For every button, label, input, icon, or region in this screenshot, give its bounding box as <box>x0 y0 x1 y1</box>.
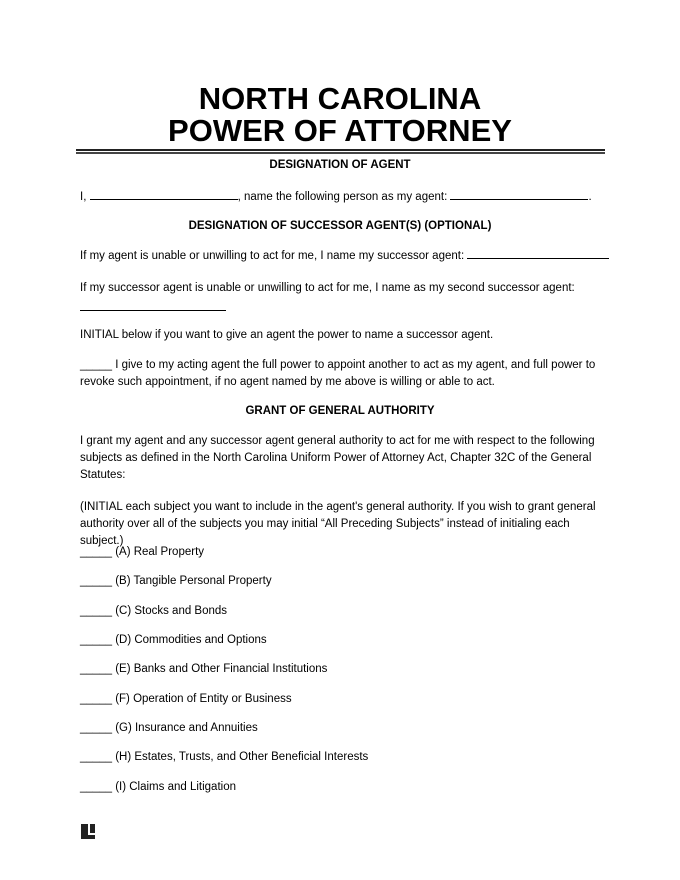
subject-initial-blank[interactable]: _____ <box>80 781 112 793</box>
subject-initial-blank[interactable]: _____ <box>80 546 112 558</box>
subject-label: (I) Claims and Litigation <box>115 781 236 793</box>
subject-initial-blank[interactable]: _____ <box>80 693 112 705</box>
designation-mid: , name the following person as my agent: <box>237 191 448 203</box>
heading-successor-agents: DESIGNATION OF SUCCESSOR AGENT(S) (OPTIONAL) <box>188 220 492 232</box>
second-successor-agent-blank[interactable] <box>80 300 226 311</box>
subject-label: (A) Real Property <box>115 546 205 558</box>
document-title-line1: NORTH CAROLINA <box>198 81 482 116</box>
subject-label: (G) Insurance and Annuities <box>115 722 258 734</box>
grant-text: I grant my agent and any successor agent general authority to act for me with respect to the following subjects as defined in the North Carolina Uniform Power of Attorney Act, Chapter 32C of the General Statutes: <box>80 435 595 481</box>
subject-label: (B) Tangible Personal Property <box>115 575 272 587</box>
initial-clause <box>80 357 610 391</box>
successor-agent-blank[interactable] <box>467 248 609 259</box>
subject-label: (H) Estates, Trusts, and Other Beneficial Interests <box>115 751 369 763</box>
designation-line <box>80 189 610 206</box>
subject-label: (C) Stocks and Bonds <box>115 605 228 617</box>
legal-templates-logo-icon <box>81 824 95 839</box>
subject-label: (D) Commodities and Options <box>115 634 267 646</box>
subject-initial-blank[interactable]: _____ <box>80 722 112 734</box>
subject-label: (E) Banks and Other Financial Institutions <box>115 663 328 675</box>
subject-item <box>80 545 204 559</box>
subject-initial-blank[interactable]: _____ <box>80 605 112 617</box>
subject-item <box>80 633 267 647</box>
successor-line-2: If my successor agent is unable or unwilling to act for me, I name as my second successor agent: <box>80 282 575 294</box>
subject-label: (F) Operation of Entity or Business <box>115 693 292 705</box>
subject-initial-blank[interactable]: _____ <box>80 751 112 763</box>
subject-item <box>80 604 227 618</box>
second-successor-line <box>80 300 610 317</box>
initial-clause-text: I give to my acting agent the full power to appoint another to act as my agent, and full power to revoke such appointment, if no agent named by me above is willing or able to act. <box>80 359 596 388</box>
subject-item <box>80 574 272 588</box>
title-divider <box>76 149 605 154</box>
subject-item <box>80 692 292 706</box>
designation-end: . <box>588 191 592 203</box>
subject-item <box>80 662 327 676</box>
subject-item <box>80 721 258 735</box>
initial-blank[interactable]: _____ <box>80 359 112 371</box>
subject-initial-blank[interactable]: _____ <box>80 634 112 646</box>
designation-pre: I, <box>80 191 87 203</box>
subject-item <box>80 780 236 794</box>
subject-initial-blank[interactable]: _____ <box>80 575 112 587</box>
successor-text-1: If my agent is unable or unwilling to act for me, I name my successor agent: <box>80 250 465 262</box>
subject-item <box>80 750 368 764</box>
heading-designation-of-agent: DESIGNATION OF AGENT <box>269 159 411 171</box>
successor-line-1 <box>80 248 610 265</box>
principal-name-blank[interactable] <box>90 189 238 200</box>
grant-instruction: (INITIAL each subject you want to include in the agent's general authority. If you wish to grant general authority over all of the subjects you may initial “All Preceding Subjects” instead of initialing each subject.) <box>80 501 596 547</box>
subject-initial-blank[interactable]: _____ <box>80 663 112 675</box>
document-title-line2: POWER OF ATTORNEY <box>168 113 512 148</box>
agent-name-blank[interactable] <box>450 189 588 200</box>
heading-grant-of-general-authority: GRANT OF GENERAL AUTHORITY <box>245 405 435 417</box>
initial-instruction: INITIAL below if you want to give an agent the power to name a successor agent. <box>80 329 494 341</box>
